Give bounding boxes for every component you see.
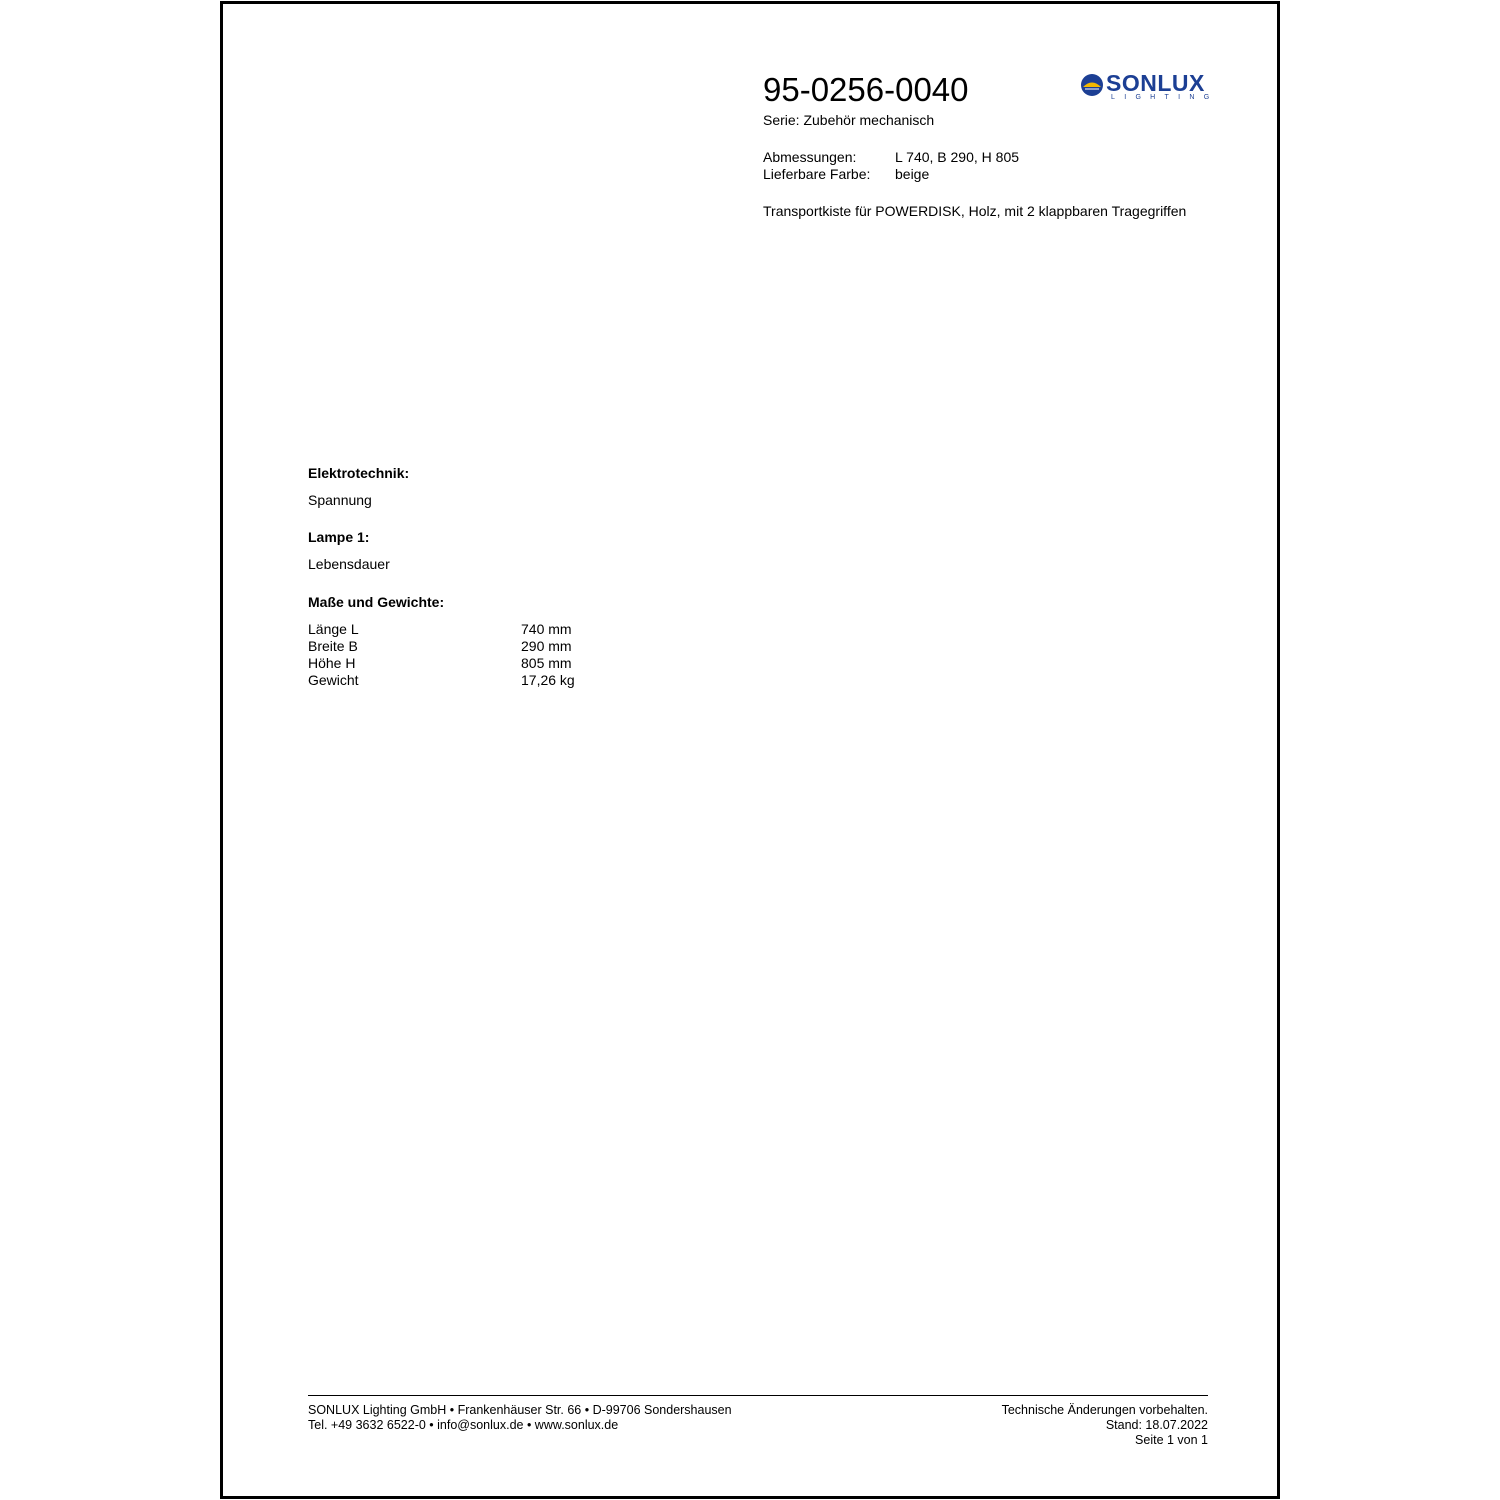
spec-label-dimensions: Abmessungen: bbox=[763, 149, 857, 165]
series-label: Serie: Zubehör mechanisch bbox=[763, 112, 935, 128]
section-title-lampe: Lampe 1: bbox=[308, 529, 370, 545]
logo-wordmark: SONLUX bbox=[1106, 70, 1205, 96]
sun-globe-icon bbox=[1080, 73, 1104, 97]
footer-date: Stand: 18.07.2022 bbox=[1105, 1418, 1208, 1432]
lampe-item: Lebensdauer bbox=[308, 556, 390, 572]
dimension-label: Breite B bbox=[308, 638, 358, 654]
dimension-label: Länge L bbox=[308, 621, 359, 637]
footer-contact-line: Tel. +49 3632 6522-0 • info@sonlux.de • www.sonlux.de bbox=[308, 1418, 619, 1432]
footer-page-number: Seite 1 von 1 bbox=[1135, 1433, 1208, 1447]
footer-company-line: SONLUX Lighting GmbH • Frankenhäuser Str. 66 • D-99706 Sondershausen bbox=[308, 1403, 732, 1417]
section-title-elektrotechnik: Elektrotechnik: bbox=[308, 465, 410, 481]
document-page bbox=[220, 1, 1280, 1499]
spec-value-dimensions: L 740, B 290, H 805 bbox=[895, 149, 1020, 165]
dimension-value: 290 mm bbox=[521, 638, 572, 654]
section-title-masse: Maße und Gewichte: bbox=[308, 594, 445, 610]
footer-disclaimer: Technische Änderungen vorbehalten. bbox=[1001, 1403, 1208, 1417]
spec-label-color: Lieferbare Farbe: bbox=[763, 166, 871, 182]
dimension-label: Gewicht bbox=[308, 672, 359, 688]
logo-tagline: LIGHTING bbox=[1111, 94, 1219, 101]
article-number: 95-0256-0040 bbox=[763, 71, 969, 108]
dimension-value: 805 mm bbox=[521, 655, 572, 671]
dimension-value: 740 mm bbox=[521, 621, 572, 637]
spec-value-color: beige bbox=[895, 166, 930, 182]
dimension-label: Höhe H bbox=[308, 655, 356, 671]
product-description: Transportkiste für POWERDISK, Holz, mit 2 klappbaren Tragegriffen bbox=[763, 203, 1187, 219]
elektrotechnik-item: Spannung bbox=[308, 492, 372, 508]
sonlux-logo bbox=[1080, 70, 1219, 106]
footer-divider bbox=[308, 1395, 1208, 1396]
dimension-value: 17,26 kg bbox=[521, 672, 575, 688]
